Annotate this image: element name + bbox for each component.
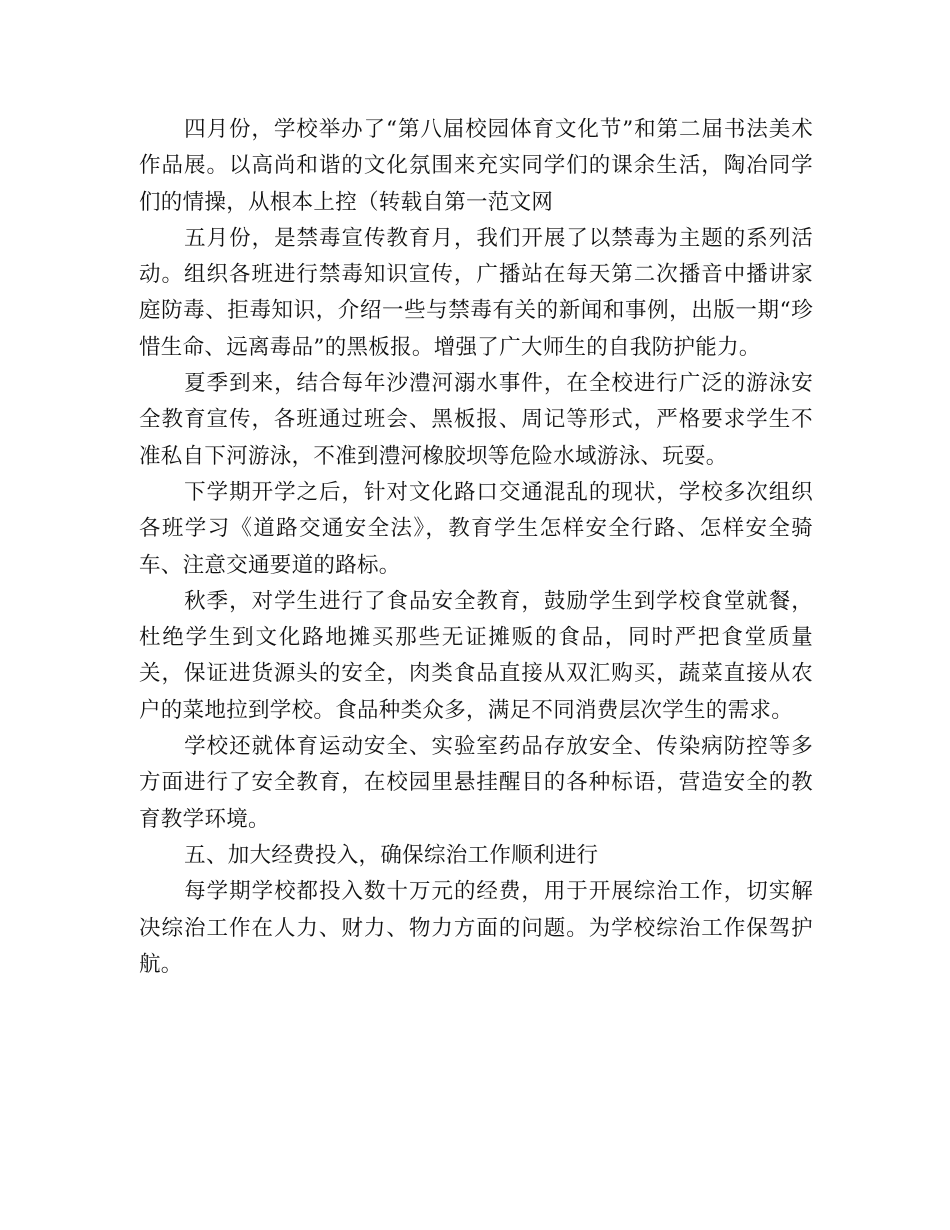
section-heading-funding: 五、加大经费投入，确保综治工作顺利进行 [184, 842, 599, 868]
document-page [139, 112, 813, 983]
paragraph-april-festival: 四月份，学校举办了“第八届校园体育文化节”和第二届书法美术作品展。以高尚和谐的文化氛围来充实同学们的课余生活，陶冶同学们的情操，从根本上控（转载自第一范文网 [139, 117, 813, 215]
paragraph-summer-swimming-safety: 夏季到来，结合每年沙澧河溺水事件，在全校进行广泛的游泳安全教育宣传，各班通过班会、黑板报、周记等形式，严格要求学生不准私自下河游泳，不准到澧河橡胶坝等危险水域游泳、玩耍。 [139, 371, 813, 469]
paragraph-may-anti-drug: 五月份，是禁毒宣传教育月，我们开展了以禁毒为主题的系列活动。组织各班进行禁毒知识宣传，广播站在每天第二次播音中播讲家庭防毒、拒毒知识，介绍一些与禁毒有关的新闻和事例，出版一期“珍惜生命、远离毒品”的黑板报。增强了广大师生的自我防护能力。 [139, 225, 813, 360]
paragraph-other-safety-education: 学校还就体育运动安全、实验室药品存放安全、传染病防控等多方面进行了安全教育，在校园里悬挂醒目的各种标语，营造安全的教育教学环境。 [139, 734, 813, 832]
paragraph-traffic-safety: 下学期开学之后，针对文化路口交通混乱的现状，学校多次组织各班学习《道路交通安全法》，教育学生怎样安全行路、怎样安全骑车、注意交通要道的路标。 [139, 479, 813, 578]
paragraph-food-safety: 秋季，对学生进行了食品安全教育，鼓励学生到学校食堂就餐，杜绝学生到文化路地摊买那些无证摊贩的食品，同时严把食堂质量关，保证进货源头的安全，肉类食品直接从双汇购买，蔬菜直接从农户的菜地拉到学校。食品种类众多，满足不同消费层次学生的需求。 [139, 588, 813, 723]
paragraph-funding: 每学期学校都投入数十万元的经费，用于开展综治工作，切实解决综治工作在人力、财力、物力方面的问题。为学校综治工作保驾护航。 [139, 879, 813, 977]
